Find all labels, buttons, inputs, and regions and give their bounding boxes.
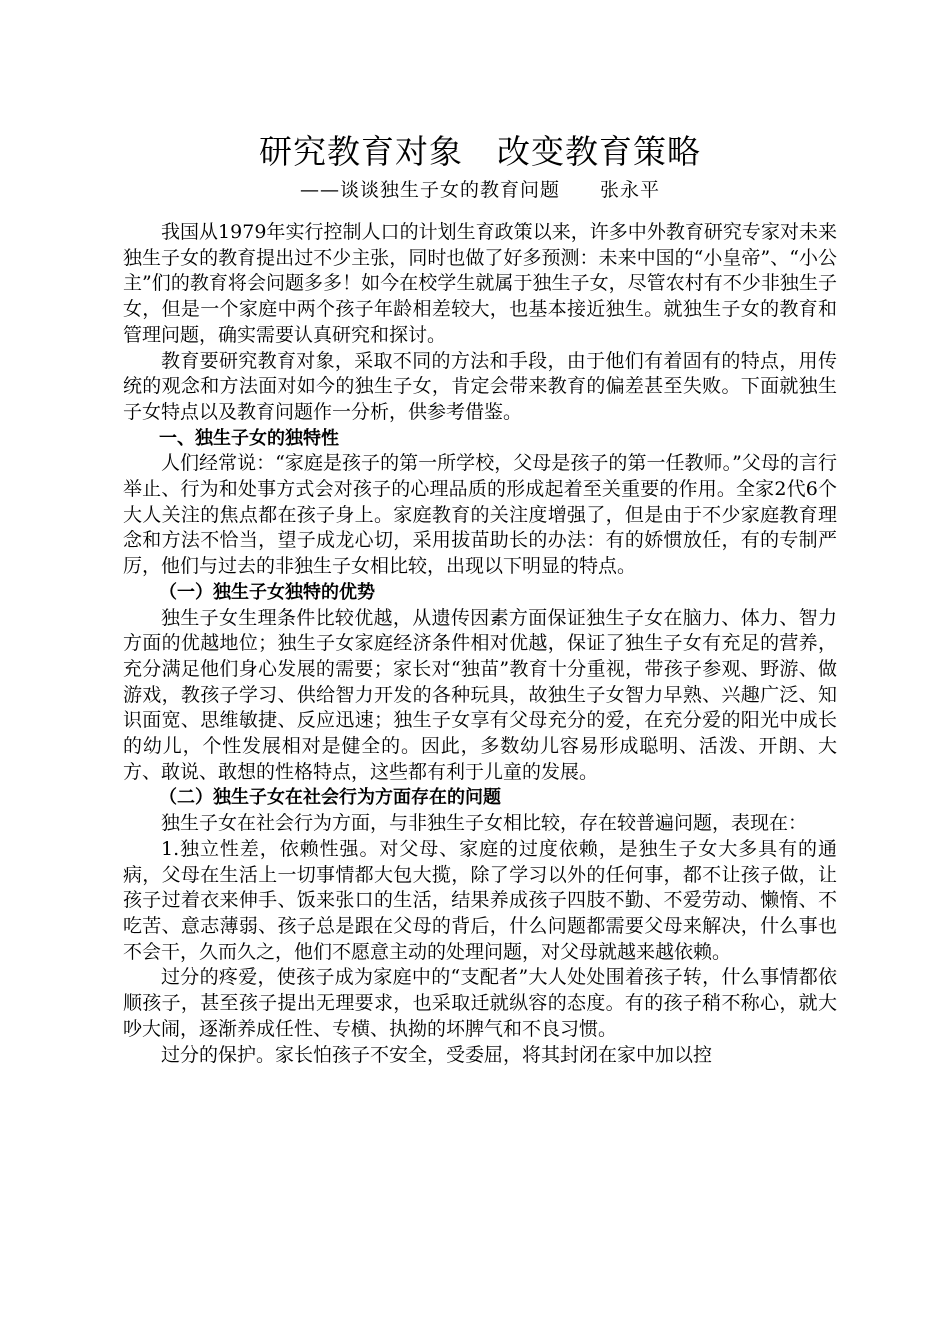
- document-title: 研究教育对象 改变教育策略: [259, 132, 701, 171]
- paragraph-problem-1: 1.独立性差，依赖性强。对父母、家庭的过度依赖，是独生子女大多具有的通病，父母在生活上一切事情都大包大揽，除了学习以外的任何事，都不让孩子做，让孩子过着衣来伸手、饭来张口的生活，结果养成孩子四肢不勤、不爱劳动、懒惰、不吃苦、意志薄弱、孩子总是跟在父母的背后，什么问题都需要父母来解决，什么事也不会干，久而久之，他们不愿意主动的处理问题，对父母就越来越依赖。: [123, 837, 837, 963]
- document-page: [123, 128, 837, 1068]
- paragraph-overindulgence: 过分的疼爱，使孩子成为家庭中的“支配者”大人处处围着孩子转，什么事情都依顺孩子，甚至孩子提出无理要求，也采取迁就纵容的态度。有的孩子稍不称心，就大吵大闹，逐渐养成任性、专横、执拗的坏脾气和不良习惯。: [123, 966, 837, 1040]
- paragraph-overprotection: 过分的保护。家长怕孩子不安全，受委屈，将其封闭在家中加以控: [161, 1043, 713, 1066]
- document-subtitle: ——谈谈独生子女的教育问题 张永平: [299, 179, 660, 201]
- section-heading-1: 一、独生子女的独特性: [159, 427, 339, 449]
- paragraph-problems-intro: 独生子女在社会行为方面，与非独生子女相比较，存在较普遍问题，表现在：: [161, 812, 808, 835]
- subsection-heading-2: （二）独生子女在社会行为方面存在的问题: [159, 787, 501, 809]
- document-body: [123, 220, 837, 1068]
- paragraph-advantages: 独生子女生理条件比较优越，从遗传因素方面保证独生子女在脑力、体力、智力方面的优越地位；独生子女家庭经济条件相对优越，保证了独生子女有充足的营养，充分满足他们身心发展的需要；家长对“独苗”教育十分重视，带孩子参观、野游、做游戏，教孩子学习、供给智力开发的各种玩具，故独生子女智力早熟、兴趣广泛、知识面宽、思维敏捷、反应迅速；独生子女享有父母充分的爱，在充分爱的阳光中成长的幼儿，个性发展相对是健全的。因此，多数幼儿容易形成聪明、活泼、开朗、大方、敢说、敢想的性格特点，这些都有利于儿童的发展。: [123, 606, 837, 783]
- paragraph-intro-2: 教育要研究教育对象，采取不同的方法和手段，由于他们有着固有的特点，用传统的观念和方法面对如今的独生子女，肯定会带来教育的偏差甚至失败。下面就独生子女特点以及教育问题作一分析，供参考借鉴。: [123, 349, 837, 423]
- paragraph-intro-1: 我国从1979年实行控制人口的计划生育政策以来，许多中外教育研究专家对未来独生子女的教育提出过不少主张，同时也做了好多预测：未来中国的“小皇帝”、“小公主”们的教育将会问题多多！如今在校学生就属于独生子女，尽管农村有不少非独生子女，但是一个家庭中两个孩子年龄相差较大，也基本接近独生。就独生子女的教育和管理问题，确实需要认真研究和探讨。: [123, 221, 837, 346]
- subsection-heading-1: （一）独生子女独特的优势: [159, 581, 375, 603]
- paragraph-section1-1: 人们经常说：“家庭是孩子的第一所学校，父母是孩子的第一任教师。”父母的言行举止、行为和处事方式会对孩子的心理品质的形成起着至关重要的作用。全家2代6个大人关注的焦点都在孩子身上。家庭教育的关注度增强了，但是由于不少家庭教育理念和方法不恰当，望子成龙心切，采用拔苗助长的办法：有的娇惯放任，有的专制严厉，他们与过去的非独生子女相比较，出现以下明显的特点。: [123, 452, 837, 578]
